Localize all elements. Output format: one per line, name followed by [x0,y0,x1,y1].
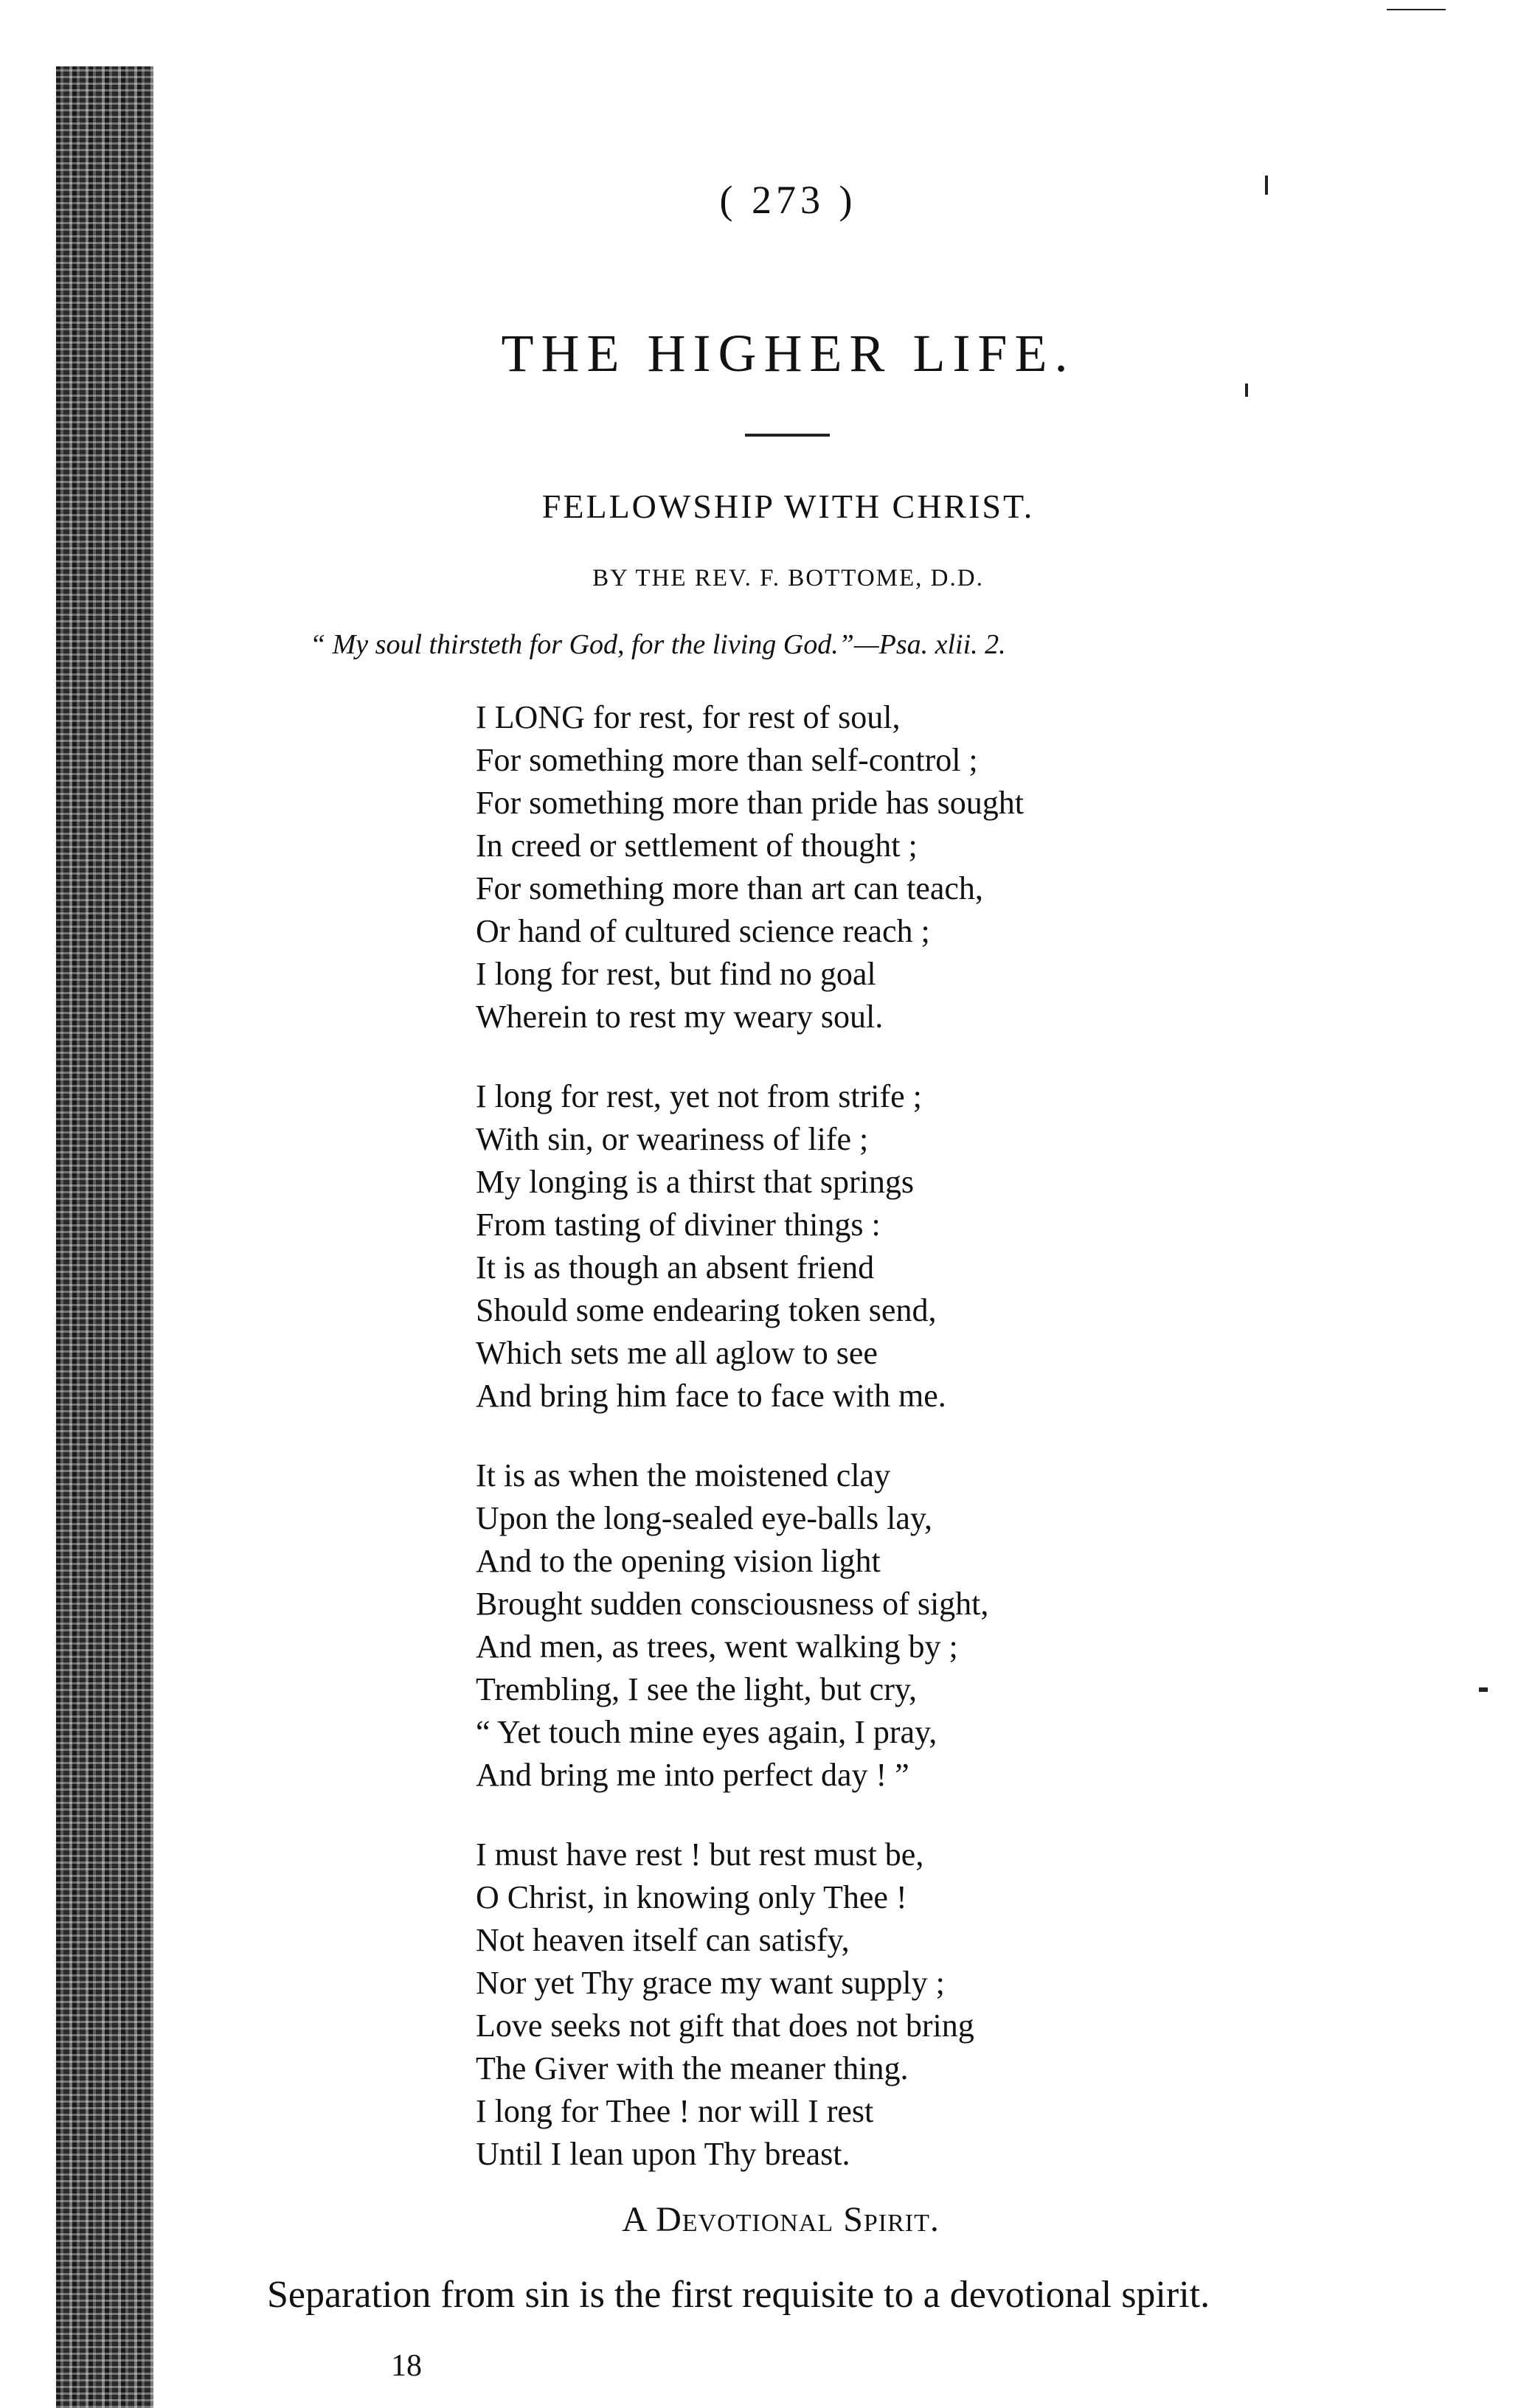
first-line-rest: for rest, for rest of soul, [584,699,901,735]
poem-line: I must have rest ! but rest must be, [476,1836,924,1873]
signature-mark: 18 [391,2349,422,2383]
poem-line: O Christ, in knowing only Thee ! [476,1879,907,1915]
stanza-1 [476,696,1287,1038]
poem-line: My longing is a thirst that springs [476,1164,914,1200]
scanned-binding-edge [56,66,153,2408]
poem [476,696,1287,2213]
poem-line: It is as though an absent friend [476,1249,875,1285]
poem-line: For something more than pride has sought [476,785,1025,821]
poem-line: And men, as trees, went walking by ; [476,1628,958,1665]
poem-line: For something more than self-control ; [476,742,978,778]
page-number: ( 273 ) [719,178,857,222]
title-rule [745,434,830,437]
poem-line: With sin, or weariness of life ; [476,1121,869,1157]
poem-line: Brought sudden consciousness of sight, [476,1586,989,1622]
section-heading-a: A [622,2200,656,2239]
page-title: THE HIGHER LIFE. [501,324,1075,383]
poem-line: From tasting of diviner things : [476,1207,881,1243]
section-heading-spirit: Spirit. [843,2200,940,2239]
first-word-smallcaps: LONG [494,699,585,735]
poem-line: Until I lean upon Thy breast. [476,2136,850,2172]
poem-line: I long for Thee ! nor will I rest [476,2093,874,2129]
poem-line: I long for rest, yet not from strife ; [476,1078,922,1114]
poem-line: Which sets me all aglow to see [476,1335,878,1371]
stanza-2 [476,1075,1287,1418]
poem-line: For something more than art can teach, [476,870,983,906]
poem-line: Nor yet Thy grace my want supply ; [476,1965,945,2001]
poem-line: Or hand of cultured science reach ; [476,913,930,949]
poem-line: Wherein to rest my weary soul. [476,999,884,1035]
section-heading [0,2199,1532,2240]
poem-line: The Giver with the meaner thing. [476,2050,909,2086]
scan-speck [1245,384,1248,397]
poem-line: Upon the long-sealed eye-balls lay, [476,1500,933,1536]
section-paragraph: Separation from sin is the first requisite to a devotional spirit. [267,2274,1210,2316]
section-heading-devotional: Devotional [656,2200,834,2239]
article-byline: BY THE REV. F. BOTTOME, D.D. [592,565,984,591]
poem-line: I long for rest, but find no goal [476,956,876,992]
poem-line: Trembling, I see the light, but cry, [476,1671,917,1707]
poem-line [476,696,1287,739]
stanza-4 [476,1833,1287,2176]
poem-line: Not heaven itself can satisfy, [476,1922,850,1958]
scan-speck [1479,1687,1488,1692]
poem-line: It is as when the moistened clay [476,1457,891,1493]
poem-line: And bring him face to face with me. [476,1378,946,1414]
article-heading: FELLOWSHIP WITH CHRIST. [541,488,1035,525]
poem-line: Love seeks not gift that does not bring [476,2008,974,2044]
first-line-prefix: I [476,699,495,735]
poem-line: In creed or settlement of thought ; [476,827,918,864]
epigraph: “ My soul thirsteth for God, for the living God.”—Psa. xlii. 2. [310,629,1006,660]
poem-line: Should some endearing token send, [476,1292,937,1328]
scan-speck [1387,9,1446,10]
stanza-3 [476,1454,1287,1797]
poem-line: “ Yet touch mine eyes again, I pray, [476,1714,937,1750]
poem-line: And to the opening vision light [476,1543,881,1579]
poem-line: And bring me into perfect day ! ” [476,1757,909,1793]
